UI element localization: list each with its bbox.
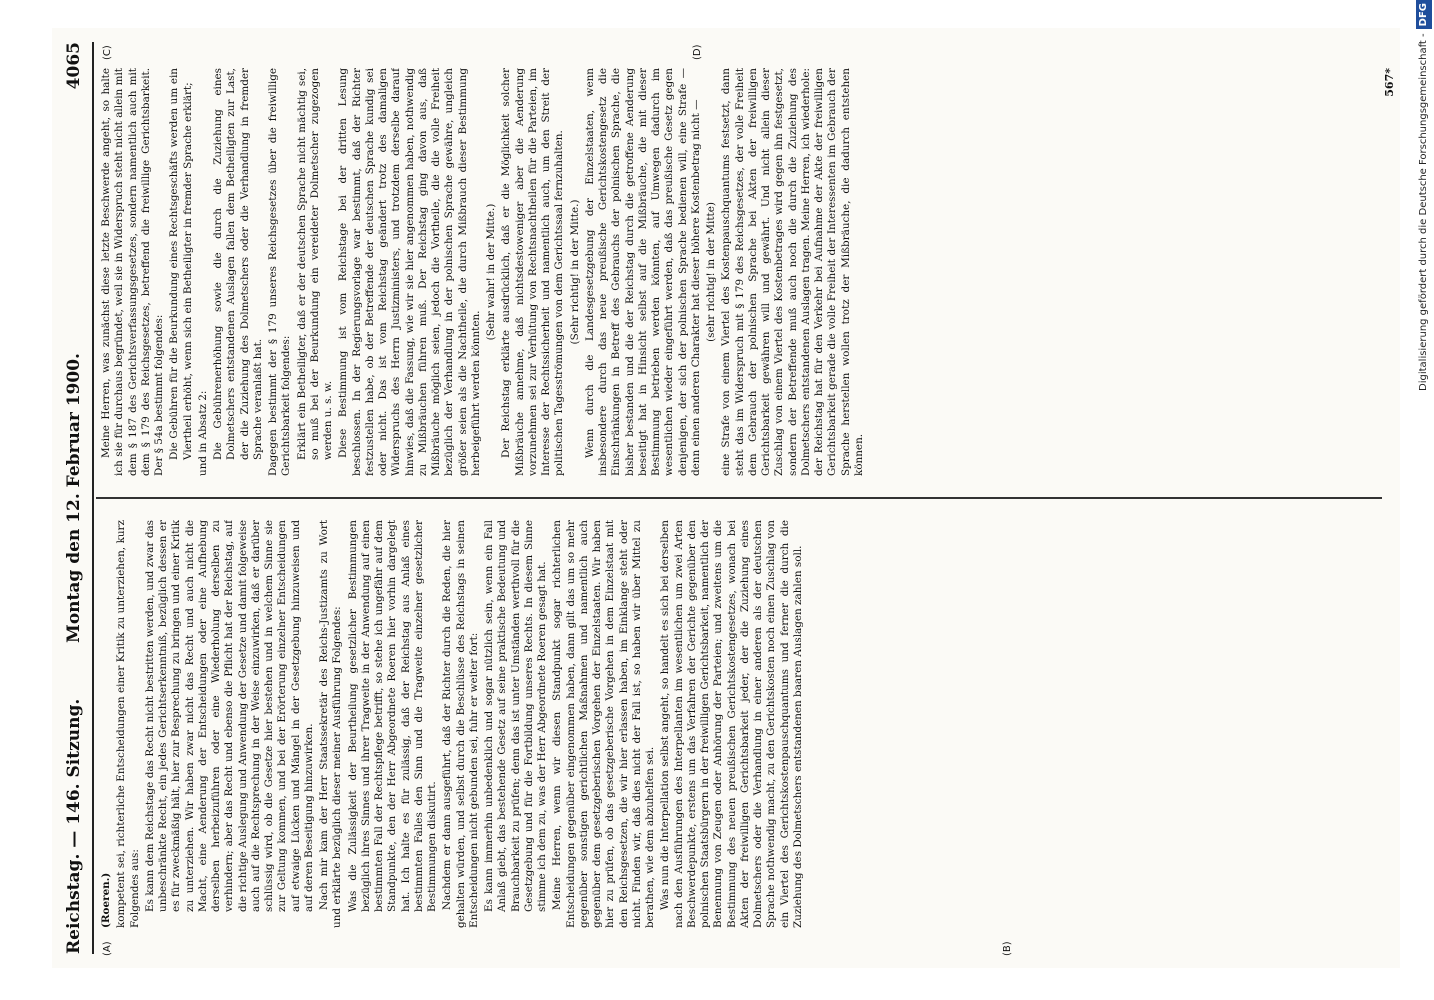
interjection: (sehr richtig! in der Mitte) [705,202,717,342]
interjection: (Sehr richtig! in der Mitte.) [568,199,581,345]
right-quote: Die Gebühren für die Beurkundung eines Rechtsgeschäfts werden um ein Viertheil erhöht, wenn sich ein Betheiligter in fremder Sprache erklärt; [168,68,194,460]
watermark-text: Digitalisierung gefördert durch die Deutsche Forschungsgemeinschaft - [1418,33,1429,391]
margin-mark-b: (B) [1002,941,1013,956]
right-quote: Erklärt ein Betheiligter, daß er der deutschen Sprache nicht mächtig sei, so muß bei der Beurkundung ein vereideter Dolmetscher zugezogen werden u. s. w. [295,68,334,460]
right-paragraph: Meine Herren, was zunächst diese letzte Beschwerde angeht, so halte ich sie für durchaus begründet, weil sie in Widerspruch steht nicht allein mit dem § 187 des Gerichtsverfassungsgesetzes, sondern namentlich auch mit dem § 179 des Reichsgesetzes, betreffend die freiwillige Gerichtsbarkeit. Der § 54a bestimmt folgendes: [100,68,165,476]
right-column [100,68,1380,476]
left-paragraph: Was nun die Interpellation selbst angeht, so handelt es sich bei derselben nach den Ausführungen des Interpellanten im wesentlichen um zwei Arten Beschwerdepunkte, erstens um das Verfahren der Gerichte gegenüber den polnischen Staatsbürgern in der freiwilligen Gerichtsbarkeit, namentlich der Benennung von Zeugen oder Anhörung der Parteien; und zweitens um die Bestimmung des neuen preußischen Gerichtskostengesetzes, wonach bei Akten der freiwilligen Gerichtsbarkeit jeder, der die Zuziehung eines Dolmetschers oder die Verhandlung in einer anderen als der deutschen Sprache nothwendig macht, zu den Gerichtskosten noch einen Zuschlag von ein Viertel des Gerichtskostenpauschquantums und ferner die durch die Zuziehung des Dolmetschers entstandenen baaren Auslagen zahlen soll. [659,520,804,928]
right-paragraph: Dagegen bestimmt der § 179 unseres Reichsgesetzes über die freiwillige Gerichtsbarkeit folgendes: [267,68,293,476]
margin-mark-a: (A) [102,941,113,956]
column-divider [96,498,1382,500]
left-paragraph: kompetent sei, richterliche Entscheidungen einer Kritik zu unterziehen, kurz Folgendes aus: [115,520,141,928]
right-paragraph: Der Reichstag erklärte ausdrücklich, daß er die Möglichkeit solcher Mißbräuche annehme, daß nichtsdestoweniger aber die Aenderung vorzunehmen sei zur Verhütung von Rechtsnachtheilen für die Parteien, im Interesse der Rechtssicherheit und namentlich auch, um den Streit der politischen Tagesströmungen von dem Gerichtssaal fernzuhalten. [500,68,566,476]
right-paragraph: Wenn durch die Landesgesetzgebung der Einzelstaaten, wenn insbesondere durch das neue preußische Gerichtskostengesetz die Einschränkungen in Betreff des Gebrauchs der polnischen Sprache, die bisher bestanden und die der Reichstag durch die getroffene Aenderung beseitigt hat in Hinsicht selbst auf die Mißbräuche, die mit dieser Bestimmung betrieben werden könnten, auf Umwegen dadurch im wesentlichen wieder eingeführt werden, daß das preußische Gesetz gegen denjenigen, der sich der polnischen Sprache bedienen will, eine Strafe — denn einen anderen Charakter hat dieser höhere Kostenbetrag nicht — [583,68,702,476]
left-quote: Es kann dem Reichstage das Recht nicht bestritten werden, und zwar das unbeschränkte Recht, ein jedes Gerichtserkenntniß, bezüglich dessen er es für zweckmäßig hält, hier zur Besprechung zu bringen und einer Kritik zu unterziehen. Wir haben zwar nicht das Recht und auch nicht die Macht, eine Aenderung der Entscheidungen oder eine Aufhebung derselben herbeizuführen oder eine Wiederholung derselben zu verhindern; aber das Recht und ebenso die Pflicht hat der Reichstag, auf die richtige Auslegung und Anwendung der Gesetze und damit folgeweise auch auf die Rechtsprechung in der Weise einzuwirken, daß er darüber schlüssig wird, ob die Gesetze hier bestehen und in welchem Sinne sie zur Geltung kommen, und bei der Erörterung einzelner Entscheidungen auf etwaige Lücken und Mängel in der Gesetzgebung hinzuweisen und auf deren Beseitigung hinzuwirken. [143,520,315,912]
right-paragraph: eine Strafe von einem Viertel des Kostenpauschquantums festsetzt, dann steht das im Widerspruch mit § 179 des Reichsgesetzes, der volle Freiheit dem Gebrauch der polnischen Sprache bei Akten der freiwilligen Gerichtsbarkeit gewähren will und gewährt. Und nicht allein dieser Zuschlag von einem Viertel des Kostenbetrages wird gegen ihn festgesetzt, sondern der Betreffende muß auch noch die durch die Zuziehung des Dolmetschers entstandenen Auslagen tragen. Meine Herren, ich wiederhole: der Reichstag hat für den Verkehr bei Aufnahme der Akte der freiwilligen Gerichtsbarkeit gerade die volle Freiheit der Interessenten im Gebrauch der Sprache herstellen wollen trotz der Mißbräuche, die dadurch entstehen können. [720,68,865,476]
right-quote: Die Gebührenerhöhung sowie die durch die Zuziehung eines Dolmetschers entstandenen Auslagen fallen dem Betheiligten zur Last, der die Zuziehung des Dolmetschers oder die Verhandlung in fremder Sprache veranlaßt hat. [212,68,264,460]
digitization-watermark [1414,0,1434,1000]
margin-mark-c: (C) [102,45,113,60]
left-paragraph: Nachdem er dann ausgeführt, daß der Richter durch die Reden, die hier gehalten würden, und selbst durch die Beschlüsse des Reichstags in seinen Entscheidungen nicht gebunden sei, fuhr er weiter fort: [441,520,480,928]
speaker-label: (Roeren.) [100,872,112,928]
left-quote: Was die Zulässigkeit der Beurtheilung gesetzlicher Bestimmungen bezüglich ihres Sinnes und ihrer Tragweite in der Anwendung auf einen bestimmten Fall der Rechtspflege betrifft, so stehe ich ungefähr auf dem Standpunkte, den der Herr Abgeordnete Roeren hier vorhin dargelegt hat. Ich halte es für zulässig, daß der Reichstag aus Anlaß eines bestimmten Falles den Sinn und die Tragweite einzelner gesetzlicher Bestimmungen diskutirt. [346,520,438,912]
margin-mark-d: (D) [692,44,703,60]
right-paragraph: Diese Bestimmung ist vom Reichstage bei der dritten Lesung beschlossen. In der Regierungsvorlage war bestimmt, daß der Richter festzustellen habe, ob der Betreffende der deutschen Sprache kundig sei oder nicht. Das ist vom Reichstag geändert trotz des damaligen Widerspruchs des Herrn Justizministers, und trotzdem derselbe darauf hinwies, daß die Fassung, wie wir sie hier angenommen haben, nothwendig zu Mißbräuchen führen muß. Der Reichstag ging davon aus, daß Mißbräuche möglich seien, jedoch die Vortheile, die die volle Freiheit bezüglich der Verhandlung in der polnischen Sprache gewähre, ungleich größer seien als die Nachtheile, die durch Mißbrauch dieser Bestimmung herbeigeführt werden könnten. [337,68,482,476]
right-paragraph: und in Absatz 2: [196,390,209,476]
left-paragraph: Nach mir kam der Herr Staatssekretär des Reichs-Justizamts zu Wort und erklärte bezüglich dieser meiner Ausführung Folgendes: [318,520,344,928]
left-column [100,520,1380,928]
interjection: (Sehr wahr! in der Mitte.) [485,203,497,341]
left-quote: Es kann immerhin unbedenklich und sogar nützlich sein, wenn ein Fall Anlaß giebt, das bestehende Gesetz auf seine praktische Bedeutung und Brauchbarkeit zu prüfen; denn das ist unter Umständen werthvoll für die Gesetzgebung und für die Fortbildung unseres Rechts. In diesem Sinne stimme ich dem zu, was der Herr Abgeordnete Roeren gesagt hat. [483,520,548,912]
dfg-badge: DFG [1416,0,1432,29]
header-rule [92,42,94,954]
header-date: Montag den 12. Februar 1900. [64,353,84,643]
header-left: Reichstag. — 146. Sitzung. [64,698,84,954]
left-paragraph: Meine Herren, wenn wir diesen Standpunkt sogar richterlichen Entscheidungen gegenüber eingenommen haben, dann gilt das um so mehr gegenüber sonstigen gerichtlichen Maßnahmen und namentlich auch gegenüber dem gesetzgeberischen Vorgehen der Einzelstaaten. Wir haben hier zu prüfen, ob das gesetzgeberische Vorgehen in dem Einzelstaat mit den Reichsgesetzen, die wir hier erlassen haben, im Einklange steht oder nicht. Finden wir, daß dies nicht der Fall ist, so haben wir über Mittel zu berathen, wie dem abzuhelfen sei. [551,520,656,928]
sheet-signature: 567* [1383,68,1396,97]
page-header [64,42,90,954]
page-number: 4065 [64,42,84,90]
scanned-page [52,28,1400,968]
rotated-page-content [52,28,1400,968]
